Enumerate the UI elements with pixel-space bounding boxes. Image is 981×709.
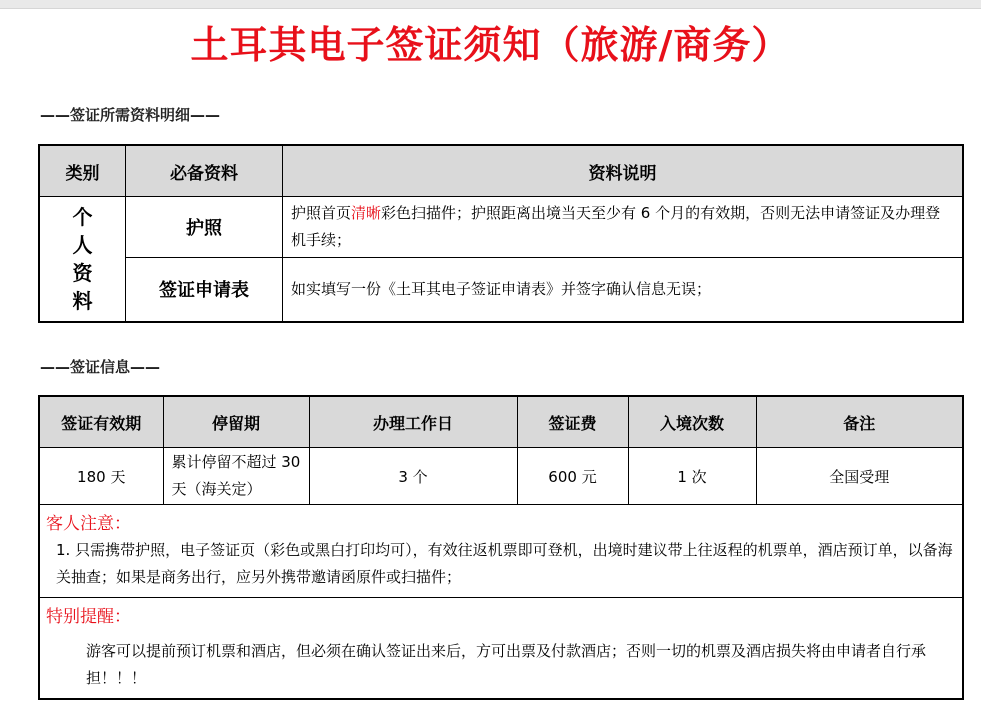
top-strip: [0, 0, 981, 9]
materials-table: [38, 144, 964, 323]
visa-values-row: [39, 448, 963, 505]
header-stay: 停留期: [163, 396, 309, 448]
header-description: 资料说明: [283, 145, 964, 197]
desc-passport: 护照首页清晰彩色扫描件；护照距离出境当天至少有 6 个月的有效期，否则无法申请签证及办理登机手续；: [283, 197, 964, 258]
section-heading-visa-info: ——签证信息——: [40, 358, 161, 376]
section-heading-materials: ——签证所需资料明细——: [40, 106, 221, 124]
item-passport: 护照: [126, 197, 283, 258]
value-remarks: 全国受理: [756, 448, 963, 505]
header-entries: 入境次数: [628, 396, 756, 448]
visa-info-table: [38, 395, 964, 700]
table-row: [39, 197, 963, 258]
header-fee: 签证费: [517, 396, 628, 448]
visa-header-row: [39, 396, 963, 448]
value-validity: 180 天: [39, 448, 163, 505]
header-category: 类别: [39, 145, 126, 197]
header-processing-days: 办理工作日: [309, 396, 517, 448]
materials-header-row: [39, 145, 963, 197]
item-application-form: 签证申请表: [126, 258, 283, 322]
table-row: [39, 258, 963, 322]
notice-text: 1. 只需携带护照，电子签证页（彩色或黑白打印均可），有效往返机票即可登机，出境时建议带上往返程的机票单，酒店预订单，以备海关抽查；如果是商务出行，应另外携带邀请函原件或扫描件；: [56, 541, 953, 586]
page-title: 土耳其电子签证须知（旅游/商务）: [190, 23, 791, 67]
reminder-row: [39, 598, 963, 700]
reminder-title: 特别提醒：: [46, 607, 131, 627]
value-processing-days: 3 个: [309, 448, 517, 505]
value-stay: 累计停留不超过 30 天（海关定）: [163, 448, 309, 505]
notice-cell: [39, 505, 963, 598]
notice-row: [39, 505, 963, 598]
header-required: 必备资料: [126, 145, 283, 197]
header-remarks: 备注: [756, 396, 963, 448]
notice-title: 客人注意：: [46, 514, 131, 534]
reminder-cell: [39, 598, 963, 700]
reminder-text: 游客可以提前预订机票和酒店，但必须在确认签证出来后，方可出票及付款酒店；否则一切的机票及酒店损失将由申请者自行承担！！！: [86, 642, 927, 687]
category-personal: 个 人 资 料: [39, 197, 126, 322]
value-entries: 1 次: [628, 448, 756, 505]
header-validity: 签证有效期: [39, 396, 163, 448]
desc-application-form: 如实填写一份《土耳其电子签证申请表》并签字确认信息无误；: [283, 258, 964, 322]
value-fee: 600 元: [517, 448, 628, 505]
